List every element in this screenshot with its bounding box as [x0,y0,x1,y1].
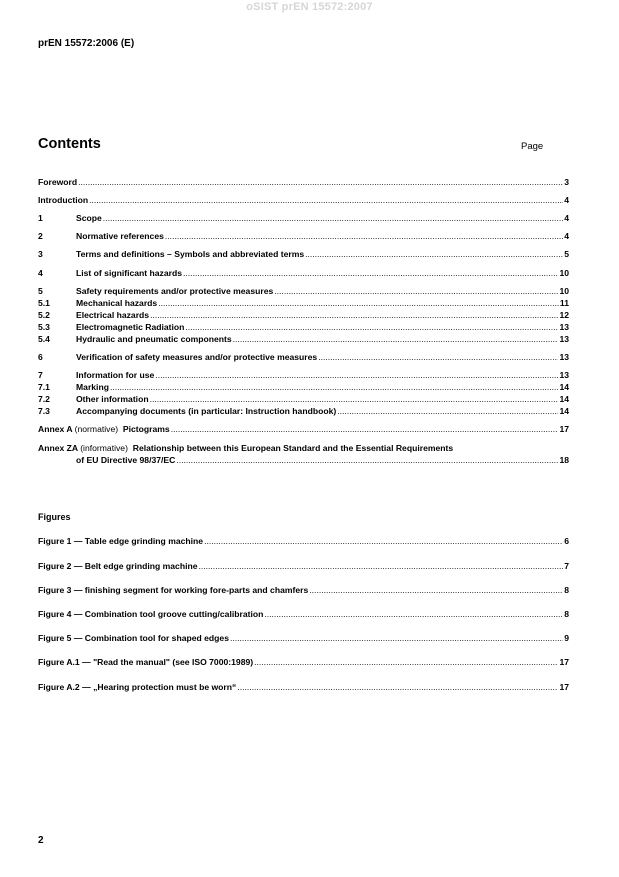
toc-entry-title: Information for use [76,370,155,380]
leader-dots [309,585,563,596]
leader-dots [155,370,558,381]
toc-entry-number: 2 [38,231,43,241]
toc-entry-title: Safety requirements and/or protective measures [76,286,274,296]
leader-dots [183,268,558,279]
figure-entry[interactable] [38,633,569,644]
toc-entry-title: Electrical hazards [76,310,150,320]
figures-heading: Figures [38,512,71,522]
toc-entry-number: 5.2 [38,310,50,320]
toc-entry-number: 5.3 [38,322,50,332]
figure-entry-page: 8 [564,609,569,619]
leader-dots [305,249,563,260]
toc-entry-annex-za-line2[interactable] [38,455,569,466]
toc-entry-number: 5 [38,286,43,296]
toc-entry-7-2[interactable] [38,394,569,405]
watermark: oSIST prEN 15572:2007 [246,1,373,13]
toc-entry-7-1[interactable] [38,382,569,393]
toc-entry-annex-za-line1[interactable] [38,443,569,454]
toc-entry-7-3[interactable] [38,406,569,417]
toc-entry-page: 4 [564,231,569,241]
toc-entry-number: 5.4 [38,334,50,344]
toc-entry-page: 12 [559,310,569,320]
toc-entry-3[interactable] [38,249,569,260]
leader-dots [198,561,563,572]
figure-entry-page: 9 [564,633,569,643]
annex-type: (normative) [74,424,119,434]
leader-dots [254,657,558,668]
toc-entry-5-3[interactable] [38,322,569,333]
toc-entry-page: 14 [559,406,569,416]
leader-dots [165,231,563,242]
toc-entry-title [38,443,453,454]
leader-dots [237,682,558,693]
contents-heading: Contents [38,136,101,152]
toc-entry-title: Introduction [38,195,89,205]
annex-title: Relationship between this European Standard and the Essential Requirements [132,443,454,453]
leader-dots [150,394,559,405]
toc-entry-title: Terms and definitions – Symbols and abbreviated terms [76,249,305,259]
figure-entry-page: 6 [564,536,569,546]
leader-dots [264,609,563,620]
toc-entry-number: 5.1 [38,298,50,308]
toc-entry-number: 7.1 [38,382,50,392]
leader-dots [337,406,558,417]
toc-entry-title: Verification of safety measures and/or protective measures [76,352,318,362]
toc-entry-page: 4 [564,195,569,205]
toc-entry-5-2[interactable] [38,310,569,321]
annex-label: Annex A [38,424,73,434]
toc-entry-title: of EU Directive 98/37/EC [76,455,176,465]
toc-entry-title [38,424,170,435]
leader-dots [230,633,563,644]
toc-entry-foreword[interactable] [38,177,569,188]
toc-entry-page: 17 [559,424,569,434]
figure-entry-title: Figure 4 — Combination tool groove cutting/calibration [38,609,264,619]
annex-title: Pictograms [122,424,170,434]
figure-entry-title: Figure 1 — Table edge grinding machine [38,536,204,546]
leader-dots [158,298,559,309]
toc-entry-number: 3 [38,249,43,259]
figure-entry-page: 17 [559,657,569,667]
toc-entry-title: Scope [76,213,102,223]
figure-entry[interactable] [38,585,569,596]
figure-entry-page: 7 [564,561,569,571]
toc-entry-5-4[interactable] [38,334,569,345]
toc-entry-page: 14 [559,394,569,404]
leader-dots [103,213,563,224]
toc-entry-page: 3 [564,177,569,187]
leader-dots [150,310,558,321]
toc-entry-title: Accompanying documents (in particular: Instruction handbook) [76,406,337,416]
figure-entry-title: Figure 5 — Combination tool for shaped edges [38,633,229,643]
leader-dots [78,177,563,188]
annex-label: Annex ZA [38,443,78,453]
toc-entry-page: 13 [559,370,569,380]
figure-entry[interactable] [38,561,569,572]
toc-entry-page: 13 [559,322,569,332]
figure-entry-title: Figure 2 — Belt edge grinding machine [38,561,198,571]
toc-entry-title: List of significant hazards [76,268,183,278]
toc-entry-page: 5 [564,249,569,259]
toc-entry-number: 4 [38,268,43,278]
toc-entry-2[interactable] [38,231,569,242]
toc-entry-page: 10 [559,286,569,296]
annex-type: (informative) [80,443,128,453]
toc-entry-number: 7.2 [38,394,50,404]
figure-entry-page: 17 [559,682,569,692]
figure-entry[interactable] [38,657,569,668]
toc-entry-title: Mechanical hazards [76,298,158,308]
toc-entry-7[interactable] [38,370,569,381]
toc-entry-5-1[interactable] [38,298,569,309]
toc-entry-page: 13 [559,352,569,362]
toc-entry-title: Marking [76,382,109,392]
figure-entry-title: Figure A.2 — „Hearing protection must be worn“ [38,682,237,692]
figure-entry-title: Figure A.1 — "Read the manual" (see ISO 7000:1989) [38,657,254,667]
toc-entry-page: 18 [559,455,569,465]
toc-entry-1[interactable] [38,213,569,224]
toc-entry-number: 1 [38,213,43,223]
toc-entry-number: 7.3 [38,406,50,416]
leader-dots [204,536,563,547]
toc-entry-page: 13 [559,334,569,344]
toc-entry-title: Normative references [76,231,164,241]
leader-dots [176,455,558,466]
toc-entry-title: Electromagnetic Radiation [76,322,185,332]
toc-entry-introduction[interactable] [38,195,569,206]
figure-entry-page: 8 [564,585,569,595]
figure-entry[interactable] [38,682,569,693]
page-number: 2 [38,835,44,846]
figure-entry-title: Figure 3 — finishing segment for working fore-parts and chamfers [38,585,309,595]
page-column-label: Page [521,141,544,152]
toc-entry-page: 14 [559,382,569,392]
toc-entry-page: 4 [564,213,569,223]
leader-dots [185,322,558,333]
leader-dots [171,424,559,435]
toc-entry-4[interactable] [38,268,569,279]
leader-dots [318,352,558,363]
document-id: prEN 15572:2006 (E) [38,38,135,49]
figure-entry[interactable] [38,609,569,620]
toc-entry-page: 11 [559,298,569,308]
leader-dots [89,195,563,206]
toc-entry-title: Other information [76,394,149,404]
toc-entry-annex-a[interactable] [38,424,569,435]
toc-entry-number: 7 [38,370,43,380]
toc-entry-5[interactable] [38,286,569,297]
figure-entry[interactable] [38,536,569,547]
toc-entry-title: Foreword [38,177,78,187]
toc-entry-page: 10 [559,268,569,278]
toc-entry-title: Hydraulic and pneumatic components [76,334,232,344]
leader-dots [233,334,559,345]
leader-dots [274,286,558,297]
toc-entry-number: 6 [38,352,43,362]
toc-entry-6[interactable] [38,352,569,363]
leader-dots [110,382,558,393]
